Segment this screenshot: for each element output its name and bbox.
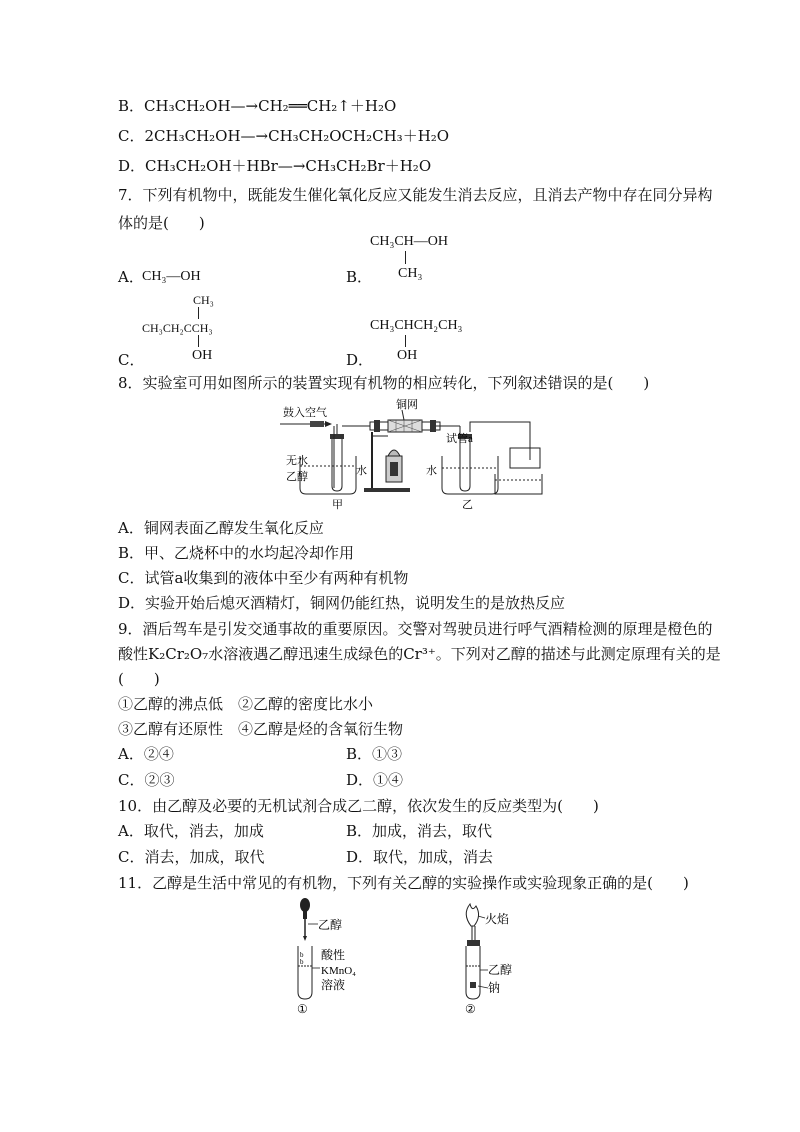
q6-option-d: D．CH₃CH₂OH＋HBr—→CH₃CH₂Br＋H₂O xyxy=(118,157,432,175)
q8-jia-label: 甲 xyxy=(332,499,343,511)
q7-option-d-main: CH₃CHCH₂CH₃ xyxy=(370,318,463,333)
q8-option-d: D．实验开始后熄灭酒精灯，铜网仍能红热，说明发生的是放热反应 xyxy=(118,594,566,612)
q9-option-d: D．①④ xyxy=(346,771,404,789)
q7-option-c-main: CH₃CH₂CCH₃ xyxy=(142,321,213,335)
q8-yi-label: 乙 xyxy=(462,499,473,511)
q8-option-c: C．试管a收集到的液体中至少有两种有机物 xyxy=(118,569,409,587)
q8-air-label: 鼓入空气 xyxy=(283,407,327,419)
q9-line3: ( ) xyxy=(118,670,160,688)
q9-option-c: C．②③ xyxy=(118,771,175,789)
q8-tube-a-label: 试管a xyxy=(446,433,473,445)
q8-option-b: B．甲、乙烧杯中的水均起冷却作用 xyxy=(118,544,355,562)
q7-option-b-label: B． xyxy=(346,268,373,286)
q11-fig1-solution-label: 溶液 xyxy=(321,978,346,992)
q11-stem: 11．乙醇是生活中常见的有机物，下列有关乙醇的实验操作或实验现象正确的是( ) xyxy=(118,874,689,892)
q11-fig2-sodium-label: 钠 xyxy=(488,981,501,995)
q7-stem-line1: 7．下列有机物中，既能发生催化氧化反应又能发生消去反应，且消去产物中存在同分异构 xyxy=(118,186,713,204)
q9-line1: 9．酒后驾车是引发交通事故的重要原因。交警对驾驶员进行呼气酒精检测的原理是橙色的 xyxy=(118,620,713,638)
q11-fig1-acid-label: 酸性 xyxy=(321,948,346,962)
q6-option-b: B．CH₃CH₂OH—→CH₂══CH₂↑＋H₂O xyxy=(118,97,397,115)
q8-water-label-right: 水 xyxy=(426,465,437,477)
q8-ethanol-label-2: 乙醇 xyxy=(286,471,308,483)
q11-fig1-ethanol-label: 乙醇 xyxy=(318,918,343,932)
q7-option-b-bond xyxy=(405,251,406,264)
q10-option-b: B．加成，消去，取代 xyxy=(346,822,493,840)
q7-option-d-bottom: OH xyxy=(397,348,418,363)
q8-stem: 8．实验室可用如图所示的装置实现有机物的相应转化，下列叙述错误的是( ) xyxy=(118,374,650,392)
q10-option-a: A．取代，消去，加成 xyxy=(118,822,264,840)
q8-water-label-left: 水 xyxy=(356,465,367,477)
q11-fig2-ethanol-label: 乙醇 xyxy=(488,963,513,977)
q11-fig2-flame-label: 火焰 xyxy=(485,912,510,926)
q7-option-d-label: D． xyxy=(346,351,374,369)
q11-fig1-kmno4-label: KMnO₄ xyxy=(321,965,357,977)
svg-text:b: b xyxy=(300,951,304,959)
q7-option-c-bottom: OH xyxy=(192,348,213,363)
q7-option-a-formula: CH₃—OH xyxy=(142,269,201,284)
q7-option-b-main: CH₃CH—OH xyxy=(370,234,448,249)
q8-apparatus-figure xyxy=(270,396,545,511)
q11-figure-1 xyxy=(288,896,368,1016)
q7-option-b-branch: CH₃ xyxy=(398,266,423,281)
q9-option-a: A．②④ xyxy=(118,745,174,763)
q8-copper-label: 铜网 xyxy=(396,399,418,411)
q10-stem: 10．由乙醇及必要的无机试剂合成乙二醇，依次发生的反应类型为( ) xyxy=(118,797,599,815)
q6-option-c: C．2CH₃CH₂OH—→CH₃CH₂OCH₂CH₃＋H₂O xyxy=(118,127,450,145)
q7-stem-line2: 体的是( ) xyxy=(118,214,205,232)
q9-line2: 酸性K₂Cr₂O₇水溶液遇乙醇迅速生成绿色的Cr³⁺。下列对乙醇的描述与此测定原理有关的是 xyxy=(118,645,721,663)
q8-ethanol-label-1: 无水 xyxy=(286,455,308,467)
q9-item-line2: ③乙醇有还原性 ④乙醇是烃的含氧衍生物 xyxy=(118,720,404,738)
q10-option-c: C．消去，加成，取代 xyxy=(118,848,265,866)
q10-option-d: D．取代，加成，消去 xyxy=(346,848,494,866)
q8-option-a: A．铜网表面乙醇发生氧化反应 xyxy=(118,519,324,537)
q7-option-c-label: C． xyxy=(118,351,145,369)
q11-fig1-number: ① xyxy=(297,1002,308,1016)
q7-option-c-top: CH₃ xyxy=(193,293,214,307)
q9-item-line1: ①乙醇的沸点低 ②乙醇的密度比水小 xyxy=(118,695,374,713)
q11-figure-2 xyxy=(456,896,536,1016)
q7-option-a-label: A． xyxy=(118,268,144,286)
q11-fig2-number: ② xyxy=(465,1002,476,1016)
svg-text:b: b xyxy=(300,958,304,966)
q9-option-b: B．①③ xyxy=(346,745,403,763)
